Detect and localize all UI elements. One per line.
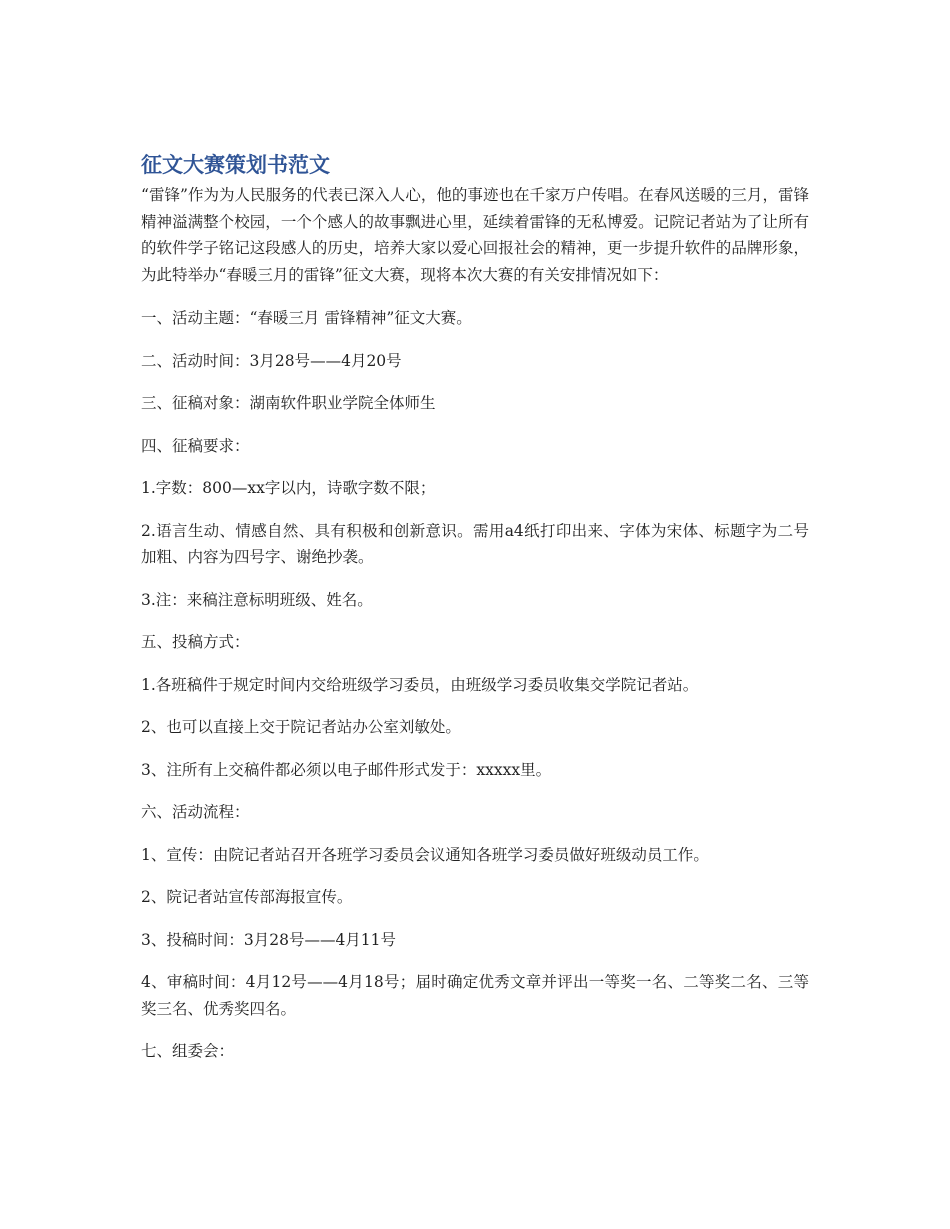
- process-item-3: 3、投稿时间：3月28号——4月11号: [141, 930, 397, 949]
- submission-item-1: 1.各班稿件于规定时间内交给班级学习委员，由班级学习委员收集交学院记者站。: [141, 675, 699, 694]
- document-title: 征文大赛策划书范文: [141, 153, 330, 177]
- section-committee-heading: 七、组委会：: [141, 1042, 235, 1060]
- process-item-2: 2、院记者站宣传部海报宣传。: [141, 888, 353, 906]
- section-requirements-heading: 四、征稿要求：: [141, 436, 250, 455]
- requirement-item-3: 3.注：来稿注意标明班级、姓名。: [141, 590, 373, 609]
- requirement-item-2: 2.语言生动、情感自然、具有积极和创新意识。需用a4纸打印出来、字体为宋体、标题字为二号加粗、内容为四号字、谢绝抄袭。: [141, 521, 809, 566]
- section-time: 二、活动时间：3月28号——4月20号: [141, 351, 402, 370]
- section-audience: 三、征稿对象：湖南软件职业学院全体师生: [141, 394, 436, 412]
- process-item-4: 4、审稿时间：4月12号——4月18号；届时确定优秀文章并评出一等奖一名、二等奖二名、三等奖三名、优秀奖四名。: [141, 973, 809, 1018]
- section-process-heading: 六、活动流程：: [141, 803, 250, 821]
- intro-paragraph: “雷锋”作为为人民服务的代表已深入人心，他的事迹也在千家万户传唱。在春风送暖的三月，雷锋精神溢满整个校园，一个个感人的故事飘进心里，延续着雷锋的无私博爱。记院记者站为了让所有的软件学子铭记这段感人的历史，培养大家以爱心回报社会的精神，更一步提升软件的品牌形象，为此特举办“春暖三月的雷锋”征文大赛，现将本次大赛的有关安排情况如下：: [141, 186, 809, 284]
- submission-item-2: 2、也可以直接上交于院记者站办公室刘敏处。: [141, 718, 461, 736]
- process-item-1: 1、宣传：由院记者站召开各班学习委员会议通知各班学习委员做好班级动员工作。: [141, 845, 709, 864]
- section-submission-heading: 五、投稿方式：: [141, 633, 250, 651]
- requirement-item-1: 1.字数：800—xx字以内，诗歌字数不限；: [141, 479, 436, 497]
- section-theme: 一、活动主题：“春暖三月 雷锋精神”征文大赛。: [141, 309, 472, 327]
- document-body: [141, 150, 809, 1081]
- submission-item-3: 3、注所有上交稿件都必须以电子邮件形式发于：xxxxx里。: [141, 760, 552, 779]
